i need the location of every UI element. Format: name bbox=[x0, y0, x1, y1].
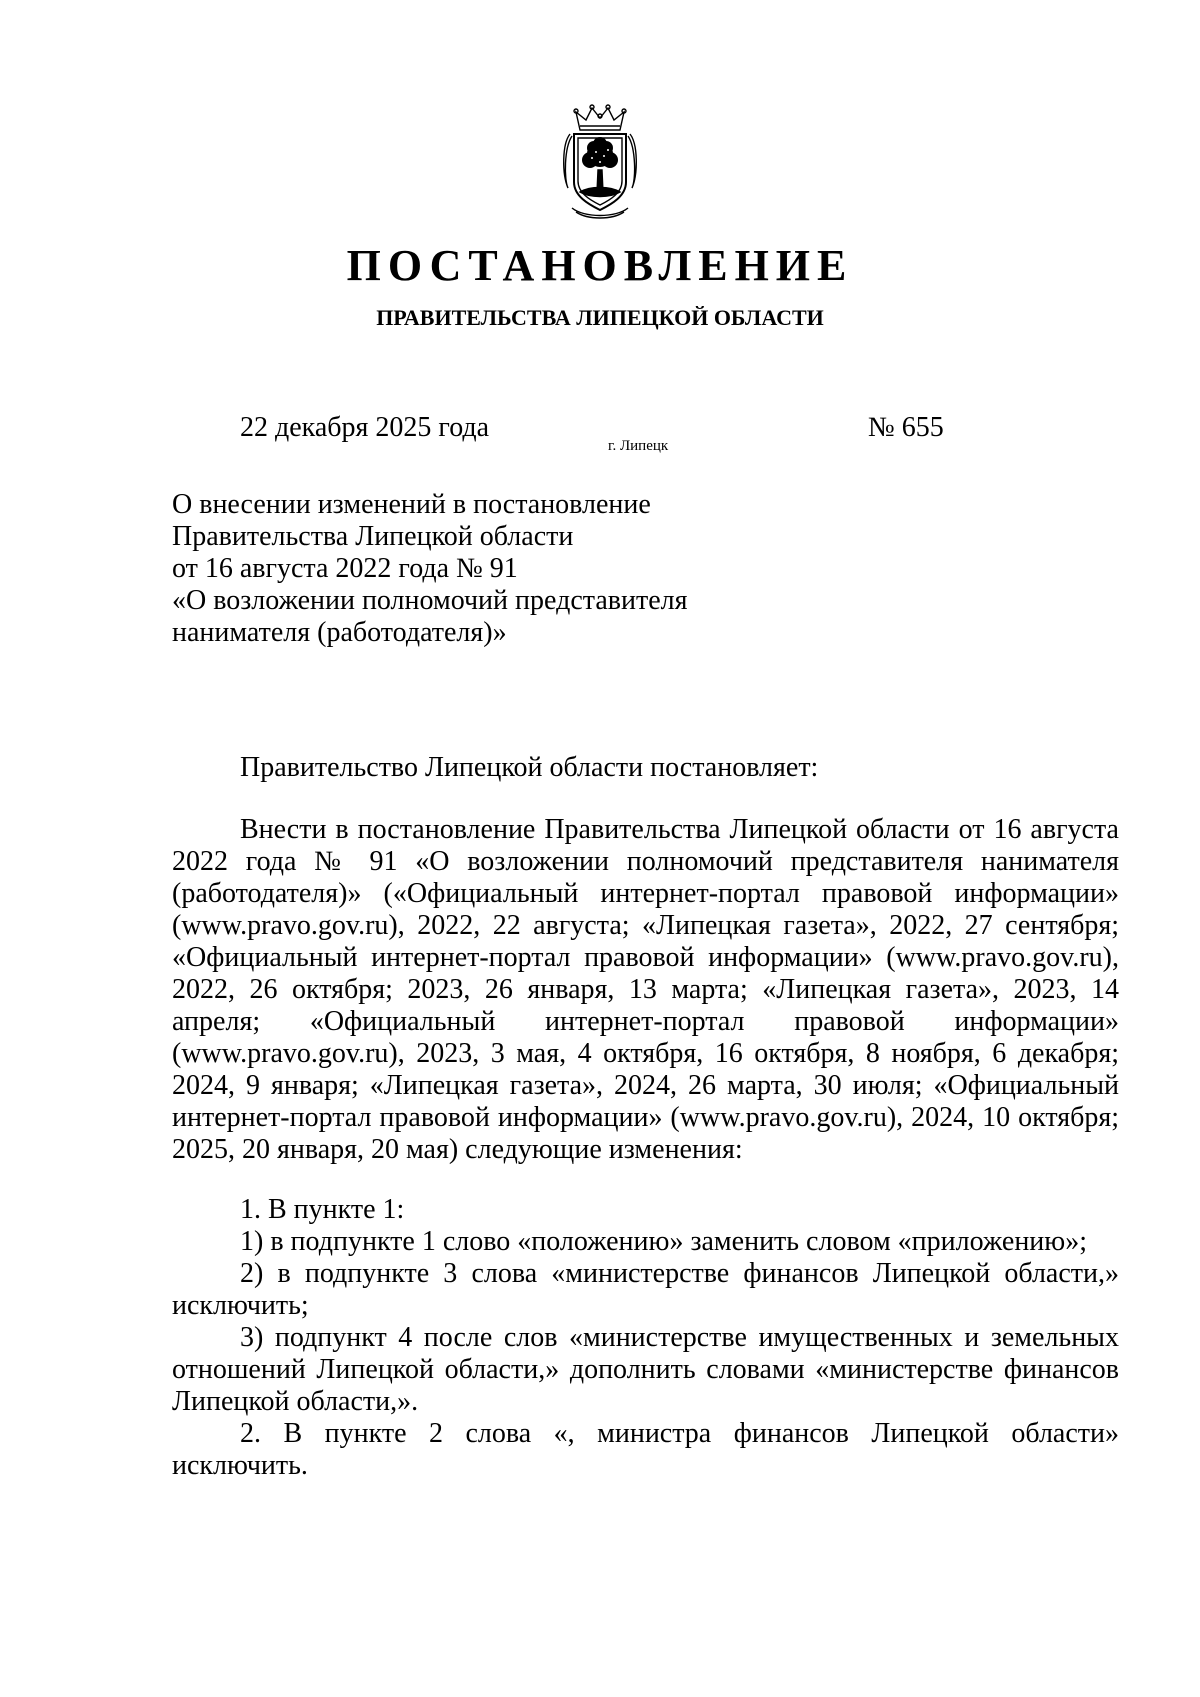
item-1-subitem-2: 2) в подпункте 3 слова «министерстве финансов Липецкой области,» исключить; bbox=[172, 1258, 1119, 1321]
document-title: ПОСТАНОВЛЕНИЕ bbox=[346, 241, 854, 290]
item-1-subitem-3: 3) подпункт 4 после слов «министерстве имущественных и земельных отношений Липецкой области,» дополнить словами «министерстве финансов Липецкой области,». bbox=[172, 1322, 1119, 1417]
heading-line: Правительства Липецкой области bbox=[172, 521, 574, 552]
item-1: 1. В пункте 1: bbox=[240, 1194, 405, 1225]
coat-of-arms-icon bbox=[560, 104, 640, 220]
heading-line: от 16 августа 2022 года № 91 bbox=[172, 553, 518, 584]
item-2: 2. В пункте 2 слова «, министра финансов Липецкой области» исключить. bbox=[172, 1418, 1119, 1481]
document-body bbox=[172, 752, 1119, 1482]
item-1-subitem-1: 1) в подпункте 1 слово «положению» заменить словом «приложению»; bbox=[240, 1226, 1087, 1257]
document-city: г. Липецк bbox=[608, 438, 669, 454]
document-heading bbox=[172, 489, 687, 649]
heading-line: «О возложении полномочий представителя bbox=[172, 585, 688, 616]
preamble: Правительство Липецкой области постановляет: bbox=[240, 752, 819, 783]
heading-line: О внесении изменений в постановление bbox=[172, 489, 651, 520]
document-number: № 655 bbox=[868, 412, 944, 443]
document-date: 22 декабря 2025 года bbox=[240, 412, 490, 443]
heading-line: нанимателя (работодателя)» bbox=[172, 617, 507, 648]
intro-paragraph: Внести в постановление Правительства Липецкой области от 16 августа 2022 года № 91 «О возложении полномочий представителя нанимателя (работодателя)» («Официальный интернет-портал правовой информации» (www.pravo.gov.ru), 2022, 22 августа; «Липецкая газета», 2022, 27 сентября; «Официальный интернет-портал правовой информации» (www.pravo.gov.ru), 2022, 26 октября; 2023, 26 января, 13 марта; «Липецкая газета», 2023, 14 апреля; «Официальный интернет-портал правовой информации» (www.pravo.gov.ru), 2023, 3 мая, 4 октября, 16 октября, 8 ноября, 6 декабря; 2024, 9 января; «Липецкая газета», 2024, 26 марта, 30 июля; «Официальный интернет-портал правовой информации» (www.pravo.gov.ru), 2024, 10 октября; 2025, 20 января, 20 мая) следующие изменения: bbox=[172, 814, 1119, 1165]
issuing-authority: ПРАВИТЕЛЬСТВА ЛИПЕЦКОЙ ОБЛАСТИ bbox=[376, 305, 824, 330]
